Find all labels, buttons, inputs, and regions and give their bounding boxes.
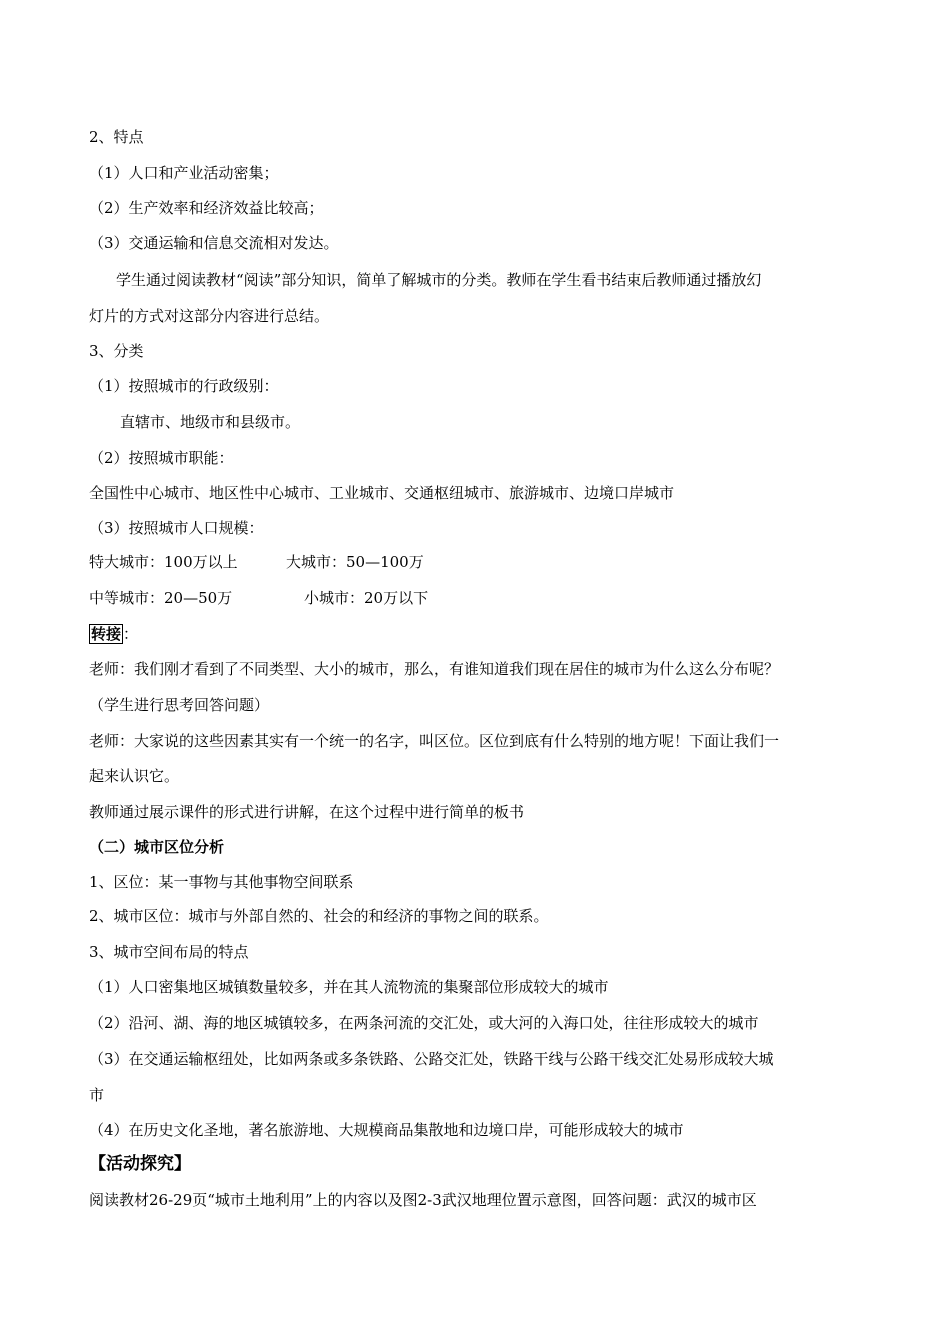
list-item: （1）人口和产业活动密集； xyxy=(89,164,279,182)
transition-colon: ： xyxy=(123,625,139,643)
list-item: 2、城市区位：城市与外部自然的、社会的和经济的事物之间的联系。 xyxy=(89,907,549,925)
list-item: （3）在交通运输枢纽处，比如两条或多条铁路、公路交汇处，铁路干线与公路干线交汇处易形成较大城 xyxy=(89,1050,774,1068)
population-class-small: 小城市：20万以下 xyxy=(304,589,429,607)
list-item: （2）生产效率和经济效益比较高； xyxy=(89,199,324,217)
paragraph-line: 老师：我们刚才看到了不同类型、大小的城市，那么，有谁知道我们现在居住的城市为什么这么分布呢？ xyxy=(89,660,780,678)
population-row-1 xyxy=(89,552,869,572)
list-item: （2）沿河、湖、海的地区城镇较多，在两条河流的交汇处，或大河的入海口处，往往形成较大的城市 xyxy=(89,1014,759,1032)
paragraph-line: 灯片的方式对这部分内容进行总结。 xyxy=(89,307,330,325)
list-item: （3）按照城市人口规模： xyxy=(89,519,264,537)
section-heading-features: 2、特点 xyxy=(89,128,144,146)
paragraph-line: 阅读教材26-29页“城市土地利用”上的内容以及图2-3武汉地理位置示意图，回答问题：武汉的城市区 xyxy=(89,1191,757,1209)
transition-label xyxy=(89,624,869,644)
list-item: （1）按照城市的行政级别： xyxy=(89,377,279,395)
paragraph-line: （学生进行思考回答问题） xyxy=(89,696,270,714)
paragraph-line: 直辖市、地级市和县级市。 xyxy=(120,413,301,431)
list-item: （1）人口密集地区城镇数量较多，并在其人流物流的集聚部位形成较大的城市 xyxy=(89,978,609,996)
list-item: 3、城市空间布局的特点 xyxy=(89,943,249,961)
population-class-large: 大城市：50—100万 xyxy=(286,553,424,571)
paragraph-line: 教师通过展示课件的形式进行讲解，在这个过程中进行简单的板书 xyxy=(89,803,525,821)
population-row-2 xyxy=(89,588,869,608)
list-item: （2）按照城市职能： xyxy=(89,449,234,467)
transition-box: 转接 xyxy=(91,625,122,643)
paragraph-line: 老师：大家说的这些因素其实有一个统一的名字，叫区位。区位到底有什么特别的地方呢！下面让我们一 xyxy=(89,732,780,750)
paragraph-line: 市 xyxy=(89,1086,105,1104)
section-heading-location-analysis: （二）城市区位分析 xyxy=(89,838,225,856)
section-heading-classification: 3、分类 xyxy=(89,342,144,360)
list-item: （3）交通运输和信息交流相对发达。 xyxy=(89,234,339,252)
paragraph-line: 起来认识它。 xyxy=(89,767,180,785)
paragraph-line: 学生通过阅读教材“阅读”部分知识，简单了解城市的分类。教师在学生看书结束后教师通过播放幻 xyxy=(116,271,762,289)
population-class-megacity: 特大城市：100万以上 xyxy=(89,553,238,571)
list-item: （4）在历史文化圣地，著名旅游地、大规模商品集散地和边境口岸，可能形成较大的城市 xyxy=(89,1121,684,1139)
list-item: 1、区位：某一事物与其他事物空间联系 xyxy=(89,873,354,891)
paragraph-line: 全国性中心城市、地区性中心城市、工业城市、交通枢纽城市、旅游城市、边境口岸城市 xyxy=(89,484,675,502)
population-class-medium: 中等城市：20—50万 xyxy=(89,589,233,607)
section-heading-activity: 【活动探究】 xyxy=(89,1154,191,1174)
